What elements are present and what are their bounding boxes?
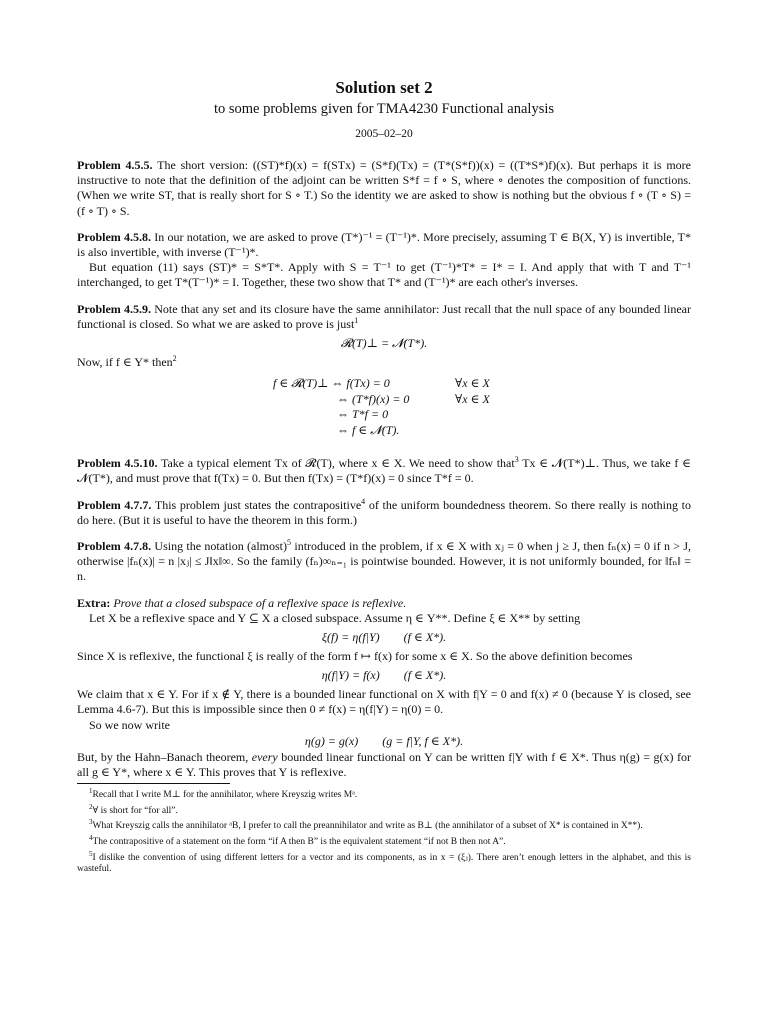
document-subtitle: to some problems given for TMA4230 Functional analysis <box>213 101 555 117</box>
problem-4-5-8-continued: But equation (11) says (ST)* = S*T*. Apply with S = T⁻¹ to get (T⁻¹)*T* = I* = I. And apply that with T and T⁻¹ interchanged, to get T*(T⁻¹)* = I. Together, these two show that T* and (T⁻¹)* are each other's inverses. <box>77 260 691 290</box>
problem-4-5-9 <box>77 302 691 332</box>
footnote-ref[interactable]: 2 <box>172 354 177 364</box>
equivalence-chain <box>77 376 691 439</box>
footnote: $^3$What Kreyszig calls the annihilator ᵃB, I prefer to call the preannihilator and write as B⊥ (the annihilator of a subset of X* is contained in X**). <box>89 818 643 832</box>
problem-text: The short version: ((ST)*f)(x) = f(STx) = (S*f)(Tx) = (T*(S*f))(x) = ((T*S*)f)(x). But perhaps it is more instructive to note that the definition of the adjoint can be written S*f = f ∘ S, where ∘ denotes the composition of functions. (When we write ST, that is really short for S ∘ T.) So the identity we are asked to show is nothing but the obvious f ∘ (T ∘ S) = (f ∘ T) ∘ S. <box>77 158 691 218</box>
equation-row: f ∈ 𝓡(T)⊥ ⇔ f(Tx) = 0 ∀x ∈ X <box>273 376 490 391</box>
document-date: 2005–02–20 <box>355 128 413 140</box>
footnote: $^5$I dislike the convention of using different letters for a vector and its components, as in x = (ξⱼ). There aren’t enough letters in the alphabet, and this is wasteful. <box>77 849 691 875</box>
problem-4-5-9-intro: Now, if f ∈ Y* then$^2$ <box>77 354 177 370</box>
problem-4-5-5 <box>77 158 691 219</box>
display-equation: η(f|Y) = f(x) (f ∈ X*). <box>321 668 447 683</box>
extra-paragraph: Let X be a reflexive space and Y ⊆ X a closed subspace. Assume η ∈ Y**. Define ξ ∈ X** by setting <box>89 610 581 625</box>
problem-4-7-8: Problem 4.7.8. Using the notation (almost)$^5$ introduced in the problem, if x ∈ X with xⱼ = 0 when j ≥ J, then fₙ(x) = 0 if n > J, otherwise |fₙ(x)| = n |xⱼ| ≤ J‖x‖∞. So the family (fₙ)∞ₙ₌₁ is pointwise bounded. However, it is not uniformly bounded, for ‖fₙ‖ = n. <box>77 538 692 584</box>
extra-paragraph: But, by the Hahn–Banach theorem, every bounded linear functional on Y can be written f|Y with f ∈ X*. Thus η(g) = g(x) for all g ∈ Y*, where x ∈ Y. This proves that Y is reflexive. <box>77 749 692 780</box>
footnote-ref[interactable]: 1 <box>354 315 359 325</box>
extra-claim: Prove that a closed subspace of a reflexive space is reflexive. <box>113 595 407 610</box>
footnote-ref[interactable]: 3 <box>514 455 519 465</box>
problem-4-5-8 <box>77 230 691 260</box>
problem-label: Extra: <box>77 595 111 610</box>
extra-paragraph: We claim that x ∈ Y. For if x ∉ Y, there is a bounded linear functional on X with f|Y = 0 and f(x) ≠ 0 (because Y is closed, see Lemma 4.6-7). But this is impossible since then 0 ≠ f(x) = η(f|Y) = η(0) = 0. <box>77 687 691 717</box>
footnote-ref[interactable]: 4 <box>361 496 366 506</box>
problem-text: In our notation, we are asked to prove (T*)⁻¹ = (T⁻¹)*. More precisely, assuming T ∈ B(X, Y) is invertible, T* is also invertible, with inverse (T⁻¹)*. <box>77 229 691 260</box>
extra-problem <box>77 596 691 611</box>
equation-row: ⇔ f ∈ 𝓝(T). <box>337 423 400 438</box>
document-title: Solution set 2 <box>335 78 433 97</box>
extra-paragraph: Since X is reflexive, the functional ξ is really of the form f ↦ f(x) for some x ∈ X. So the above definition becomes <box>77 649 633 664</box>
footnote: $^2$∀ is short for “for all”. <box>89 802 178 816</box>
footnote-rule <box>77 783 230 784</box>
problem-label: Problem 4.5.10. <box>77 456 158 471</box>
problem-label: Problem 4.5.8. <box>77 229 152 244</box>
display-equation: ξ(f) = η(f|Y) (f ∈ X*). <box>321 630 447 645</box>
document-page <box>77 76 691 876</box>
problem-4-7-7: Problem 4.7.7. This problem just states the contrapositive$^4$ of the uniform boundedness theorem. So there really is nothing to do here. (But it is useful to have the theorem in this form.) <box>77 496 692 527</box>
problem-text: Note that any set and its closure have the same annihilator: Just recall that the null space of any bounded linear functional is closed. So what we are asked to prove is just <box>77 301 691 331</box>
problem-label: Problem 4.7.8. <box>77 539 152 554</box>
extra-paragraph: So we now write <box>89 717 170 732</box>
problem-label: Problem 4.5.5. <box>77 158 153 172</box>
equation-row: ⇔ T*f = 0 <box>337 407 389 422</box>
problem-label: Problem 4.5.9. <box>77 301 152 316</box>
footnote: $^1$Recall that I write M⊥ for the annihilator, where Kreyszig writes Mᵃ. <box>89 787 358 801</box>
display-equation: η(g) = g(x) (g = f|Y, f ∈ X*). <box>304 733 464 748</box>
problem-label: Problem 4.7.7. <box>77 497 152 512</box>
footnote-ref[interactable]: 5 <box>287 538 292 548</box>
equation-row: ⇔ (T*f)(x) = 0 ∀x ∈ X <box>337 391 490 406</box>
footnote: $^4$The contrapositive of a statement on the form “if A then B” is the equivalent statement “if not B then not A”. <box>89 833 506 848</box>
display-equation: 𝓡(T)⊥ = 𝓝(T*). <box>340 336 428 351</box>
problem-4-5-10: Problem 4.5.10. Take a typical element Tx of 𝓡(T), where x ∈ X. We need to show that$^3$ Tx ∈ 𝓝(T*)⊥. Thus, we take f ∈ 𝓝(T*), and must prove that f(Tx) = 0. But then f(Tx) = (T*f)(x) = 0 since T*f = 0. <box>77 455 691 486</box>
